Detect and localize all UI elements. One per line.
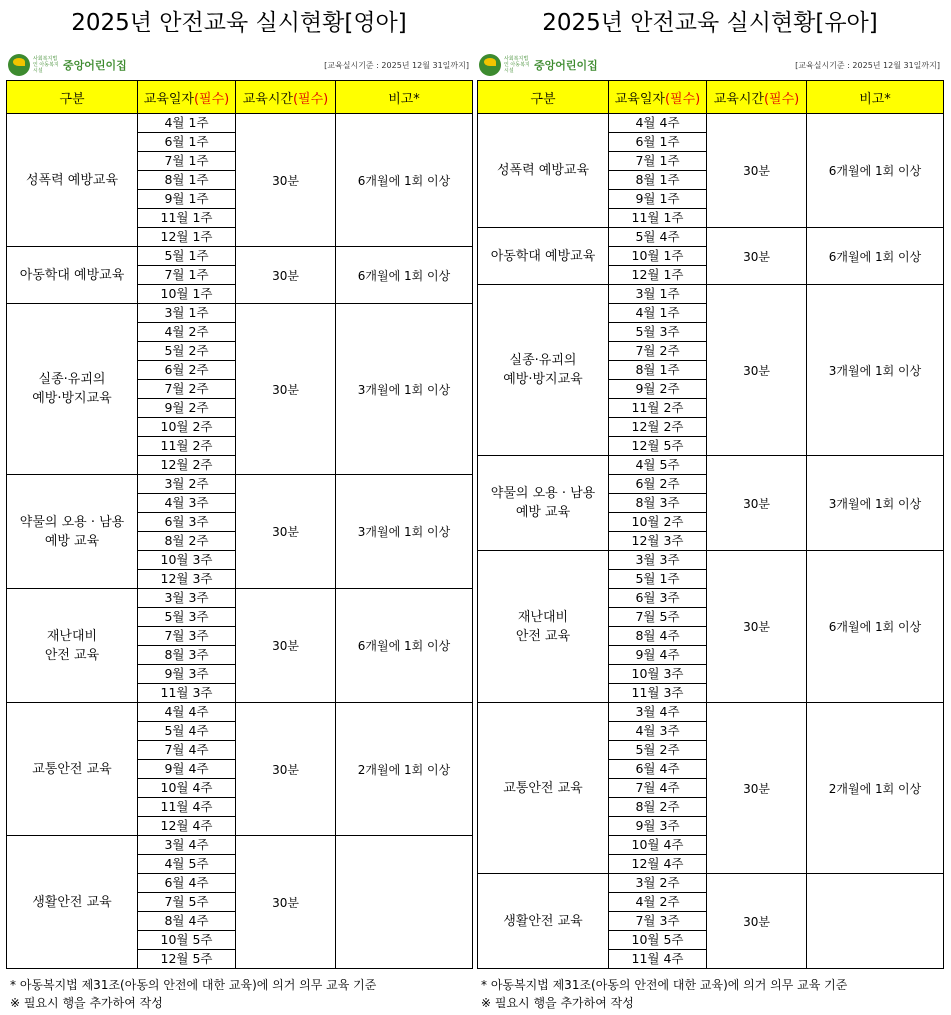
date-cell: 12월 3주: [138, 570, 236, 589]
table-row: [478, 874, 944, 893]
date-cell: 7월 5주: [609, 608, 707, 627]
table-row: [478, 285, 944, 304]
date-cell: 9월 3주: [609, 817, 707, 836]
date-cell: 5월 2주: [609, 741, 707, 760]
date-cell: 7월 3주: [609, 912, 707, 931]
date-cell: 10월 5주: [609, 931, 707, 950]
time-cell: 30분: [236, 836, 336, 969]
date-cell: 6월 2주: [138, 361, 236, 380]
date-cell: 7월 1주: [138, 152, 236, 171]
schedule-table: [477, 80, 944, 969]
time-cell: 30분: [707, 551, 807, 703]
category-cell: 생활안전 교육: [7, 836, 138, 969]
category-cell: 약물의 오용 · 남용 예방 교육: [478, 456, 609, 551]
date-cell: 3월 1주: [138, 304, 236, 323]
date-cell: 9월 1주: [138, 190, 236, 209]
date-cell: 8월 1주: [609, 361, 707, 380]
date-cell: 3월 1주: [609, 285, 707, 304]
time-cell: 30분: [236, 589, 336, 703]
date-cell: 11월 3주: [138, 684, 236, 703]
header-date: 교육일자(필수): [609, 81, 707, 114]
date-cell: 7월 3주: [138, 627, 236, 646]
date-cell: 3월 3주: [138, 589, 236, 608]
note-cell: 3개월에 1회 이상: [807, 285, 944, 456]
time-cell: 30분: [707, 456, 807, 551]
date-cell: 8월 4주: [609, 627, 707, 646]
table-row: [7, 475, 473, 494]
date-cell: 10월 3주: [609, 665, 707, 684]
note-cell: 6개월에 1회 이상: [807, 114, 944, 228]
date-cell: 7월 2주: [138, 380, 236, 399]
logo-name: 중앙어린이집: [63, 59, 127, 72]
header-row: [478, 81, 944, 114]
date-cell: 10월 2주: [609, 513, 707, 532]
time-cell: 30분: [236, 247, 336, 304]
note-cell: 2개월에 1회 이상: [336, 703, 473, 836]
date-cell: 12월 5주: [138, 950, 236, 969]
date-cell: 4월 2주: [609, 893, 707, 912]
date-cell: 4월 4주: [138, 703, 236, 722]
time-cell: 30분: [707, 285, 807, 456]
date-cell: 4월 1주: [138, 114, 236, 133]
date-cell: 4월 5주: [609, 456, 707, 475]
date-cell: 7월 4주: [609, 779, 707, 798]
date-cell: 4월 3주: [138, 494, 236, 513]
category-cell: 성폭력 예방교육: [478, 114, 609, 228]
table-row: [7, 836, 473, 855]
note-cell: 6개월에 1회 이상: [336, 114, 473, 247]
date-cell: 9월 1주: [609, 190, 707, 209]
date-cell: 9월 3주: [138, 665, 236, 684]
date-cell: 8월 4주: [138, 912, 236, 931]
date-cell: 12월 2주: [609, 418, 707, 437]
date-cell: 10월 2주: [138, 418, 236, 437]
date-cell: 7월 1주: [609, 152, 707, 171]
date-cell: 9월 2주: [138, 399, 236, 418]
note-cell: 3개월에 1회 이상: [336, 304, 473, 475]
note-cell: [336, 836, 473, 969]
date-cell: 10월 1주: [609, 247, 707, 266]
basis-date: [교육실시기준 : 2025년 12월 31일까지]: [795, 61, 940, 70]
date-cell: 4월 5주: [138, 855, 236, 874]
leaf-logo-icon: [479, 54, 501, 76]
date-cell: 11월 1주: [138, 209, 236, 228]
schedule-table: [6, 80, 473, 969]
date-cell: 10월 4주: [609, 836, 707, 855]
time-cell: 30분: [236, 304, 336, 475]
time-cell: 30분: [707, 114, 807, 228]
date-cell: 8월 3주: [138, 646, 236, 665]
date-cell: 6월 2주: [609, 475, 707, 494]
category-cell: 교통안전 교육: [478, 703, 609, 874]
date-cell: 3월 2주: [609, 874, 707, 893]
date-cell: 3월 4주: [138, 836, 236, 855]
date-cell: 8월 1주: [609, 171, 707, 190]
date-cell: 3월 3주: [609, 551, 707, 570]
date-cell: 8월 1주: [138, 171, 236, 190]
date-cell: 6월 4주: [609, 760, 707, 779]
category-cell: 아동학대 예방교육: [7, 247, 138, 304]
logo-subtitle: 사회복지법인 아동복지시설: [504, 56, 530, 74]
date-cell: 8월 3주: [609, 494, 707, 513]
logo: [479, 52, 598, 78]
table-row: [478, 456, 944, 475]
table-row: [478, 114, 944, 133]
time-cell: 30분: [236, 114, 336, 247]
date-cell: 12월 4주: [609, 855, 707, 874]
category-cell: 교통안전 교육: [7, 703, 138, 836]
category-cell: 재난대비 안전 교육: [7, 589, 138, 703]
date-cell: 6월 1주: [138, 133, 236, 152]
table-row: [7, 589, 473, 608]
date-cell: 8월 2주: [138, 532, 236, 551]
category-cell: 아동학대 예방교육: [478, 228, 609, 285]
note-cell: 3개월에 1회 이상: [807, 456, 944, 551]
header-row: [7, 81, 473, 114]
date-cell: 5월 1주: [609, 570, 707, 589]
note-cell: [807, 874, 944, 969]
header-date: 교육일자(필수): [138, 81, 236, 114]
date-cell: 11월 1주: [609, 209, 707, 228]
date-cell: 9월 2주: [609, 380, 707, 399]
date-cell: 10월 4주: [138, 779, 236, 798]
category-cell: 재난대비 안전 교육: [478, 551, 609, 703]
date-cell: 12월 5주: [609, 437, 707, 456]
table-row: [7, 247, 473, 266]
note-cell: 6개월에 1회 이상: [336, 247, 473, 304]
note-cell: 3개월에 1회 이상: [336, 475, 473, 589]
note-cell: 6개월에 1회 이상: [807, 228, 944, 285]
basis-date: [교육실시기준 : 2025년 12월 31일까지]: [324, 61, 469, 70]
table-row: [7, 703, 473, 722]
date-cell: 9월 4주: [609, 646, 707, 665]
header-category: 구분: [478, 81, 609, 114]
page-title: 2025년 안전교육 실시현황[영아]: [71, 10, 407, 36]
date-cell: 11월 2주: [609, 399, 707, 418]
date-cell: 7월 1주: [138, 266, 236, 285]
date-cell: 8월 2주: [609, 798, 707, 817]
category-cell: 약물의 오용 · 남용 예방 교육: [7, 475, 138, 589]
note-cell: 6개월에 1회 이상: [336, 589, 473, 703]
time-cell: 30분: [236, 475, 336, 589]
date-cell: 11월 3주: [609, 684, 707, 703]
date-cell: 5월 3주: [138, 608, 236, 627]
date-cell: 10월 5주: [138, 931, 236, 950]
time-cell: 30분: [707, 228, 807, 285]
date-cell: 5월 4주: [609, 228, 707, 247]
date-cell: 5월 2주: [138, 342, 236, 361]
header-category: 구분: [7, 81, 138, 114]
date-cell: 10월 3주: [138, 551, 236, 570]
category-cell: 성폭력 예방교육: [7, 114, 138, 247]
table-row: [7, 304, 473, 323]
date-cell: 7월 2주: [609, 342, 707, 361]
footnote-law: * 아동복지법 제31조(아동의 안전에 대한 교육)에 의거 의무 교육 기준: [10, 978, 377, 992]
logo: [8, 52, 127, 78]
footnote-law: * 아동복지법 제31조(아동의 안전에 대한 교육)에 의거 의무 교육 기준: [481, 978, 848, 992]
header-time: 교육시간(필수): [236, 81, 336, 114]
date-cell: 12월 4주: [138, 817, 236, 836]
toddler-panel: [477, 0, 943, 1015]
date-cell: 12월 1주: [609, 266, 707, 285]
table-row: [478, 551, 944, 570]
date-cell: 3월 2주: [138, 475, 236, 494]
date-cell: 11월 2주: [138, 437, 236, 456]
date-cell: 11월 4주: [609, 950, 707, 969]
note-cell: 6개월에 1회 이상: [807, 551, 944, 703]
date-cell: 4월 3주: [609, 722, 707, 741]
date-cell: 5월 3주: [609, 323, 707, 342]
date-cell: 5월 1주: [138, 247, 236, 266]
date-cell: 5월 4주: [138, 722, 236, 741]
date-cell: 3월 4주: [609, 703, 707, 722]
date-cell: 4월 2주: [138, 323, 236, 342]
date-cell: 6월 4주: [138, 874, 236, 893]
time-cell: 30분: [707, 874, 807, 969]
page-title: 2025년 안전교육 실시현황[유아]: [542, 10, 878, 36]
category-cell: 생활안전 교육: [478, 874, 609, 969]
header-note: 비고*: [336, 81, 473, 114]
header-note: 비고*: [807, 81, 944, 114]
date-cell: 4월 4주: [609, 114, 707, 133]
category-cell: 실종·유괴의 예방·방지교육: [7, 304, 138, 475]
date-cell: 12월 1주: [138, 228, 236, 247]
time-cell: 30분: [236, 703, 336, 836]
date-cell: 4월 1주: [609, 304, 707, 323]
note-cell: 2개월에 1회 이상: [807, 703, 944, 874]
logo-name: 중앙어린이집: [534, 59, 598, 72]
date-cell: 12월 3주: [609, 532, 707, 551]
date-cell: 7월 5주: [138, 893, 236, 912]
infant-panel: [6, 0, 472, 1015]
table-row: [478, 703, 944, 722]
date-cell: 11월 4주: [138, 798, 236, 817]
logo-subtitle: 사회복지법인 아동복지시설: [33, 56, 59, 74]
date-cell: 9월 4주: [138, 760, 236, 779]
date-cell: 10월 1주: [138, 285, 236, 304]
date-cell: 7월 4주: [138, 741, 236, 760]
table-row: [7, 114, 473, 133]
header-time: 교육시간(필수): [707, 81, 807, 114]
time-cell: 30분: [707, 703, 807, 874]
date-cell: 6월 3주: [138, 513, 236, 532]
footnote-add-rows: ※ 필요시 행을 추가하여 작성: [481, 996, 634, 1010]
date-cell: 6월 1주: [609, 133, 707, 152]
date-cell: 6월 3주: [609, 589, 707, 608]
date-cell: 12월 2주: [138, 456, 236, 475]
leaf-logo-icon: [8, 54, 30, 76]
category-cell: 실종·유괴의 예방·방지교육: [478, 285, 609, 456]
table-row: [478, 228, 944, 247]
footnote-add-rows: ※ 필요시 행을 추가하여 작성: [10, 996, 163, 1010]
